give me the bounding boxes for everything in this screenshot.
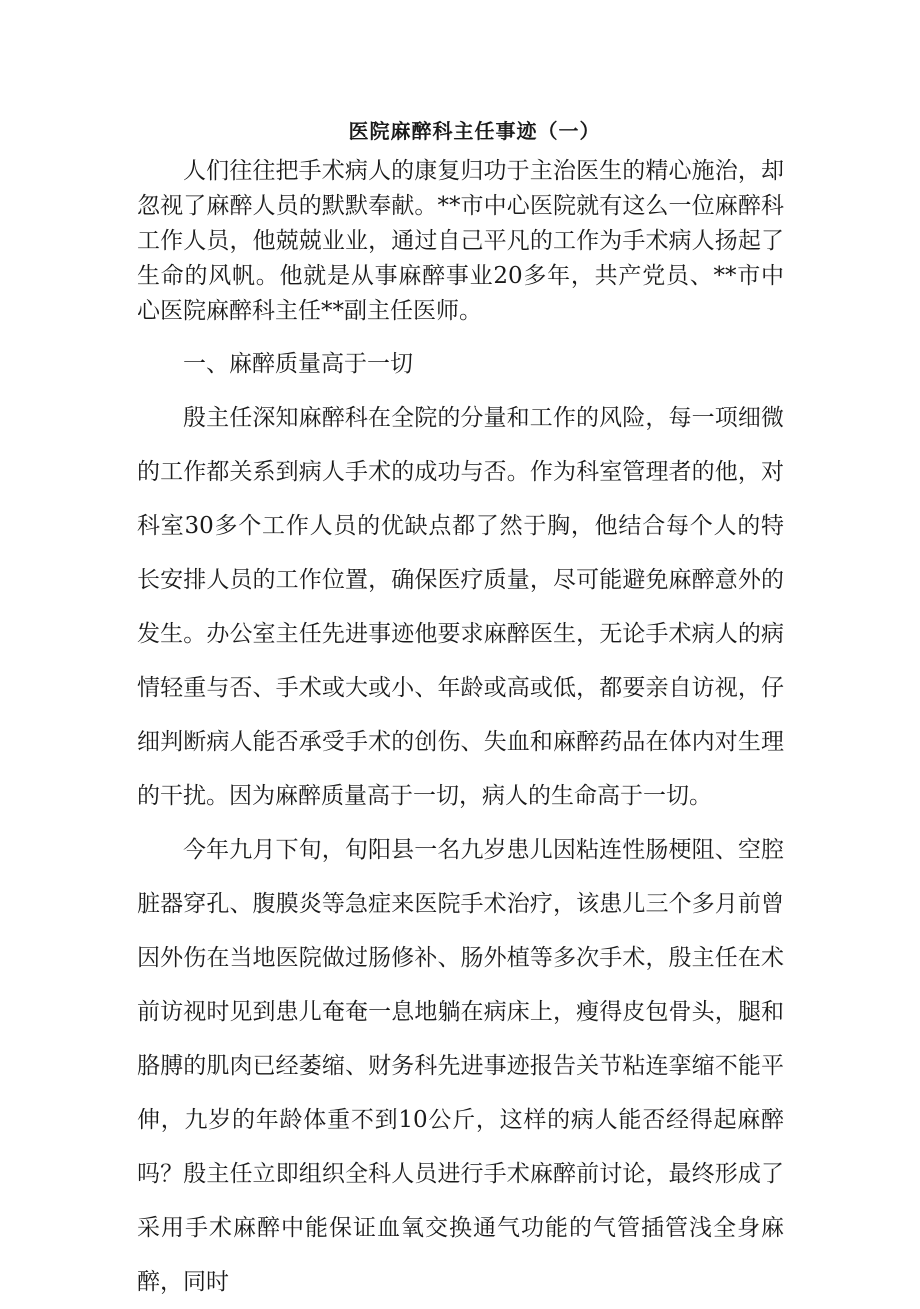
- document-title: 医院麻醉科主任事迹（一）: [348, 119, 601, 143]
- body-paragraph-3: 今年九月下旬，旬阳县一名九岁患儿因粘连性肠梗阻、空腔脏器穿孔、腹膜炎等急症来医院手术治疗，该患儿三个多月前曾因外伤在当地医院做过肠修补、肠外植等多次手术，殷主任在术前访视时见到患儿奄奄一息地躺在病床上，瘦得皮包骨头，腿和胳膊的肌肉已经萎缩、财务科先进事迹报告关节粘连挛缩不能平伸，九岁的年龄体重不到10公斤，这样的病人能否经得起麻醉吗？殷主任立即组织全科人员进行手术麻醉前讨论，最终形成了采用手术麻醉中能保证血氧交换通气功能的气管插管浅全身麻醉，同时: [137, 837, 784, 1295]
- intro-paragraph: 人们往往把手术病人的康复归功于主治医生的精心施治，却忽视了麻醉人员的默默奉献。**市中心医院就有这么一位麻醉科工作人员，他兢兢业业，通过自己平凡的工作为手术病人扬起了生命的风帆。他就是从事麻醉事业20多年，共产党员、**市中心医院麻醉科主任**副主任医师。: [137, 158, 784, 324]
- section-heading-1: 一、麻醉质量高于一切: [183, 351, 413, 377]
- body-paragraph-2: 殷主任深知麻醉科在全院的分量和工作的风险，每一项细微的工作都关系到病人手术的成功与否。作为科室管理者的他，对科室30多个工作人员的优缺点都了然于胸，他结合每个人的特长安排人员的工作位置，确保医疗质量，尽可能避免麻醉意外的发生。办公室主任先进事迹他要求麻醉医生，无论手术病人的病情轻重与否、手术或大或小、年龄或高或低，都要亲自访视，仔细判断病人能否承受手术的创伤、失血和麻醉药品在体内对生理的干扰。因为麻醉质量高于一切，病人的生命高于一切。: [137, 405, 784, 809]
